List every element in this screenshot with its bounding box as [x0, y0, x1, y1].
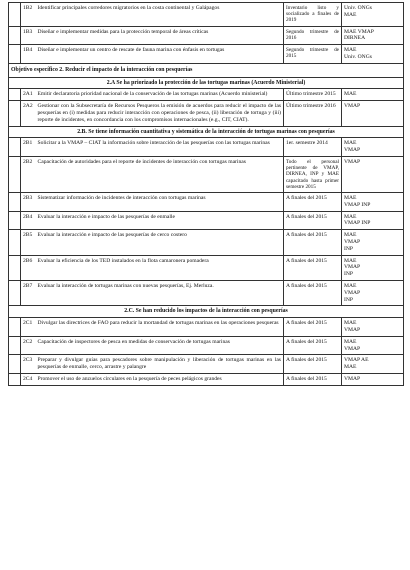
activity-timeline: A finales del 2015	[284, 211, 342, 230]
table-row	[9, 355, 404, 374]
activity-timeline: A finales del 2015	[284, 280, 342, 305]
section-heading-row	[9, 77, 404, 89]
activity-timeline: A finales del 2015	[284, 336, 342, 355]
indent-cell	[9, 355, 21, 374]
section-heading: 2.B. Se tiene información cuantitativa y sistemática de la interacción de tortugas marinas con pesquerías	[9, 126, 404, 138]
section-heading: 2.C. Se han reducido los impactos de la interacción con pesquerías	[9, 306, 404, 318]
table-row	[9, 45, 404, 64]
activity-timeline: A finales del 2015	[284, 355, 342, 374]
activity-code: 2C1	[21, 318, 37, 337]
activity-timeline: Último trimestre 2015	[284, 89, 342, 101]
table-row	[9, 3, 404, 27]
activity-code: 1B2	[21, 3, 37, 27]
activity-responsible: MAE Univ. ONGs	[342, 45, 404, 64]
activity-timeline: Todo el personal pertinente de VMAP, DIRNEA, INP y MAE capacitado hasta primer semestre 2015	[284, 156, 342, 192]
activity-responsible: MAE VMAP INP	[342, 192, 404, 211]
activity-code: 1B3	[21, 26, 37, 45]
activity-responsible: MAE VMAP INP	[342, 230, 404, 255]
table-row	[9, 280, 404, 305]
indent-cell	[9, 3, 21, 27]
activity-code: 2C2	[21, 336, 37, 355]
table-row	[9, 211, 404, 230]
activity-timeline: A finales del 2015	[284, 230, 342, 255]
activity-description: Identificar principales corredores migratorios en la costa continental y Galápagos	[37, 3, 284, 27]
activity-responsible: VMAP AE MAE	[342, 355, 404, 374]
activity-timeline: A finales del 2015	[284, 318, 342, 337]
activity-description: Sistematizar información de incidentes de interacción con tortugas marinas	[37, 192, 284, 211]
activity-responsible: MAE VMAP	[342, 336, 404, 355]
activity-responsible: MAE VMAP INP	[342, 255, 404, 280]
activity-description: Divulgar las directrices de FAO para reducir la mortandad de tortugas marinas en las operaciones pesqueras	[37, 318, 284, 337]
activity-code: 2A1	[21, 89, 37, 101]
activity-code: 2A2	[21, 101, 37, 126]
section-heading-row	[9, 306, 404, 318]
section-heading: 2.A Se ha priorizado la protección de las tortugas marinas (Acuerdo Ministerial)	[9, 77, 404, 89]
activity-description: Capacitación de autoridades para el reporte de incidentes de interacción con tortugas marinas	[37, 156, 284, 192]
activity-code: 2B3	[21, 192, 37, 211]
activity-description: Promover el uso de anzuelos circulares en la pesquería de peces pelágicos grandes	[37, 373, 284, 385]
activity-description: Capacitación de inspectores de pesca en medidas de conservación de tortugas marinas	[37, 336, 284, 355]
indent-cell	[9, 101, 21, 126]
indent-cell	[9, 192, 21, 211]
table-row	[9, 101, 404, 126]
activity-description: Emitir declaratoria prioridad nacional de la conservación de las tortugas marinas (Acuerdo ministerial)	[37, 89, 284, 101]
activity-code: 2B7	[21, 280, 37, 305]
activity-description: Diseñar e implementar un centro de rescate de fauna marina con énfasis en tortugas	[37, 45, 284, 64]
indent-cell	[9, 138, 21, 157]
activity-responsible: MAE	[342, 89, 404, 101]
activity-code: 2B2	[21, 156, 37, 192]
table-row	[9, 26, 404, 45]
activity-timeline: Inventario listo y socializado a finales de 2019	[284, 3, 342, 27]
activity-code: 2B1	[21, 138, 37, 157]
table-row	[9, 255, 404, 280]
activity-responsible: VMAP	[342, 156, 404, 192]
activity-timeline: A finales del 2015	[284, 255, 342, 280]
activity-code: 2C3	[21, 355, 37, 374]
activity-code: 2B6	[21, 255, 37, 280]
activity-responsible: MAE VMAP INP	[342, 211, 404, 230]
objective-heading: Objetivo específico 2. Reducir el impacto de la interacción con pesquerías	[9, 63, 404, 77]
indent-cell	[9, 373, 21, 385]
activity-responsible: Univ. ONGs MAE	[342, 3, 404, 27]
activity-timeline: A finales del 2015	[284, 373, 342, 385]
activity-description: Evaluar la interacción e impacto de las pesquerías de enmalle	[37, 211, 284, 230]
activity-description: Evaluar la eficiencia de los TED instalados en la flota camaronera pomadera	[37, 255, 284, 280]
activity-description: Gestionar con la Subsecretaría de Recursos Pesqueros la emisión de acuerdos para reducir el impacto de las pesquerías en (i) medidas para reducir interacción con operaciones de pesca, (ii) liberación de tortuga y (iii) reporte de incidentes, en concordancia con los compromisos internacionales (e.g., CIT, CIAT).	[37, 101, 284, 126]
indent-cell	[9, 318, 21, 337]
table-row	[9, 336, 404, 355]
indent-cell	[9, 45, 21, 64]
activity-code: 1B4	[21, 45, 37, 64]
activity-timeline: Segundo trimestre de 2016	[284, 26, 342, 45]
activity-responsible: MAE VMAP DIRNEA	[342, 26, 404, 45]
activity-description: Preparar y divulgar guías para pescadores sobre manipulación y liberación de tortugas marinas en las pesquerías de enmalle, cerco, arrastre y palangre	[37, 355, 284, 374]
indent-cell	[9, 336, 21, 355]
activity-responsible: VMAP	[342, 101, 404, 126]
indent-cell	[9, 156, 21, 192]
indent-cell	[9, 255, 21, 280]
action-plan-table-body	[9, 3, 404, 386]
indent-cell	[9, 280, 21, 305]
indent-cell	[9, 26, 21, 45]
activity-timeline: A finales del 2015	[284, 192, 342, 211]
table-row	[9, 89, 404, 101]
activity-description: Evaluar la interacción e impacto de las pesquerías de cerco costero	[37, 230, 284, 255]
activity-timeline: 1er. semestre 2014	[284, 138, 342, 157]
table-row	[9, 192, 404, 211]
activity-description: Evaluar la interacción de tortugas marinas con nuevas pesquerías, Ej. Merluza.	[37, 280, 284, 305]
action-plan-table	[8, 2, 404, 386]
activity-responsible: MAE VMAP INP	[342, 280, 404, 305]
activity-timeline: Último trimestre 2016	[284, 101, 342, 126]
table-row	[9, 138, 404, 157]
activity-description: Solicitar a la VMAP – CIAT la información sobre interacción de las pesquerías con las tortugas marinas	[37, 138, 284, 157]
indent-cell	[9, 211, 21, 230]
activity-responsible: MAE VMAP	[342, 138, 404, 157]
table-row	[9, 156, 404, 192]
activity-code: 2B5	[21, 230, 37, 255]
activity-code: 2B4	[21, 211, 37, 230]
activity-description: Diseñar e implementar medidas para la protección temporal de áreas críticas	[37, 26, 284, 45]
activity-responsible: MAE VMAP	[342, 318, 404, 337]
indent-cell	[9, 89, 21, 101]
objective-heading-row	[9, 63, 404, 77]
table-row	[9, 318, 404, 337]
table-row	[9, 373, 404, 385]
activity-timeline: Segundo trimestre de 2015	[284, 45, 342, 64]
table-row	[9, 230, 404, 255]
section-heading-row	[9, 126, 404, 138]
activity-responsible: VMAP	[342, 373, 404, 385]
activity-code: 2C4	[21, 373, 37, 385]
indent-cell	[9, 230, 21, 255]
